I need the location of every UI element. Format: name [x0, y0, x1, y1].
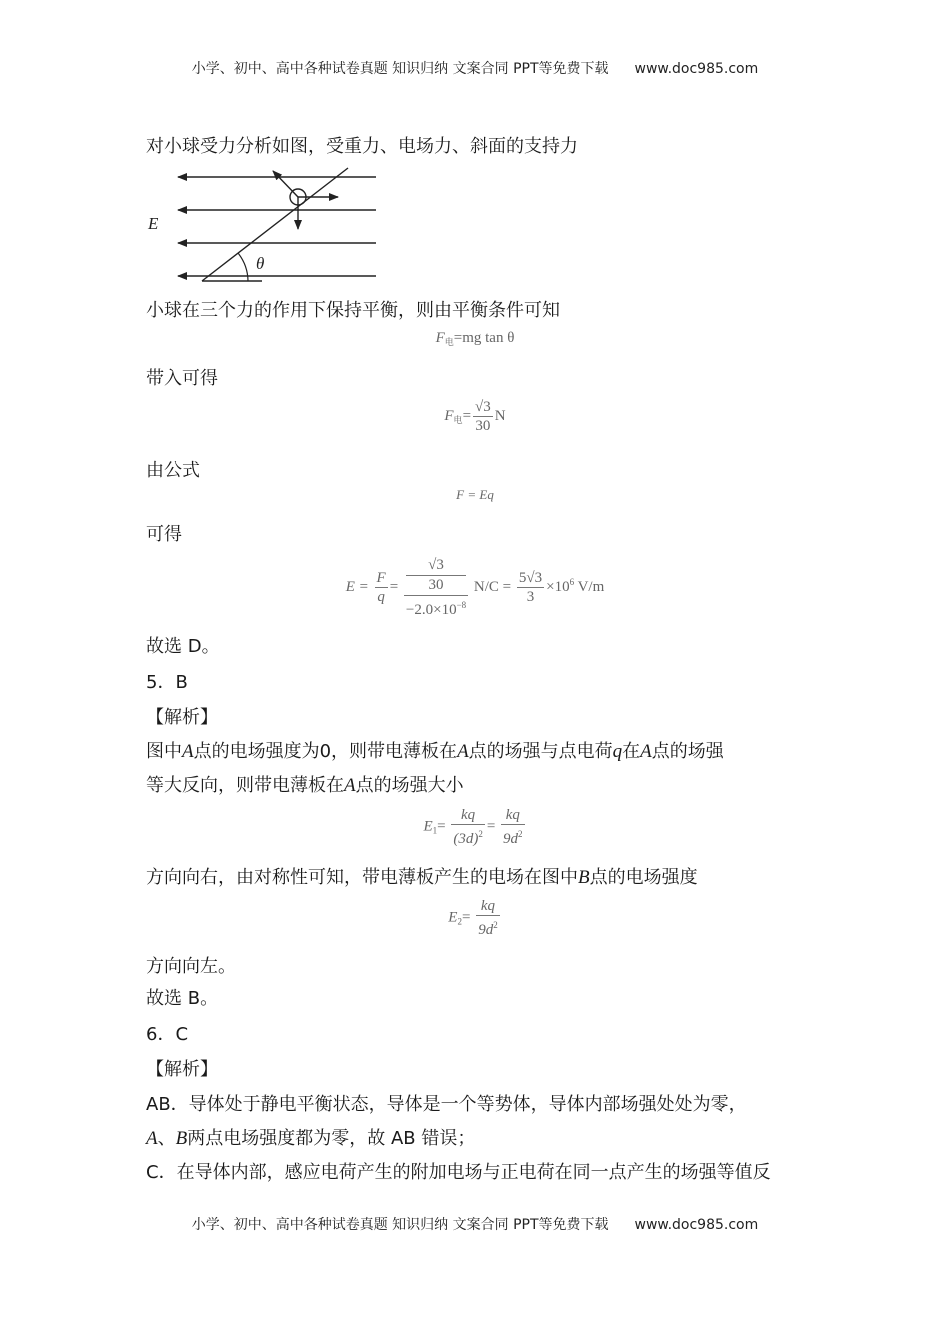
eq5-sub: 1 [432, 825, 438, 836]
eq5-d1: (3d) [453, 831, 479, 847]
eq4-lhs: E = [345, 578, 369, 595]
q6-sep: 、 [157, 1128, 176, 1149]
text-equilibrium: 小球在三个力的作用下保持平衡，则由平衡条件可知 [146, 300, 560, 321]
eq4-r-den: 3 [526, 589, 535, 605]
eq4-frac-result [517, 569, 544, 606]
eq5-frac-2 [501, 806, 525, 848]
eq4-fden: q [377, 589, 385, 605]
q6-text-line-3: C．在导体内部，感应电荷产生的附加电场与正电荷在同一点产生的场强等值反 [146, 1162, 771, 1183]
incline-line [202, 168, 348, 281]
q5-point-A-1: A [182, 741, 194, 762]
eq6-sub: 2 [457, 916, 462, 927]
q5-a3: 点的场强与点电荷 [468, 741, 613, 762]
eq1-rhs: =mg tan θ [453, 330, 515, 346]
q6-point-A: A [146, 1128, 158, 1149]
q6-b: 两点电场强度都为零，故 AB 错误； [187, 1128, 476, 1149]
q5-point-A-2: A [457, 741, 469, 762]
eq6-eq: = [461, 909, 471, 926]
q5-text-line-3 [146, 863, 698, 889]
angle-arc [238, 253, 248, 281]
equation-E2 [0, 897, 950, 939]
q5-b2: 点的场强大小 [355, 775, 464, 796]
eq6-d: 9d [478, 922, 494, 938]
q5-a4: 在 [622, 741, 641, 762]
eq4-times: ×10 [546, 578, 570, 595]
eq4-eq: = [389, 578, 399, 595]
eq5-d2: 9d [503, 831, 519, 847]
footer-text: 小学、初中、高中各种试卷真题 知识归纳 文案合同 PPT等免费下载 [191, 1217, 609, 1233]
q6-point-B: B [175, 1128, 188, 1149]
eq5-eq: = [437, 818, 446, 835]
q5-charge-q: q [612, 741, 623, 762]
q5-point-A-4: A [344, 775, 356, 796]
text-substitute: 带入可得 [146, 368, 218, 389]
equation-E1 [0, 806, 950, 848]
eq4-frac-big [404, 556, 468, 619]
eq2-den: 30 [475, 418, 491, 434]
eq4-big-num: √3 [406, 556, 466, 576]
eq5-n2: kq [505, 807, 520, 823]
angle-label: θ [256, 254, 265, 273]
q5-text-line-2 [146, 771, 464, 797]
eq4-fnum: F [376, 570, 386, 586]
equation-F-Eq [0, 487, 950, 503]
eq4-frac-Fq [375, 569, 388, 606]
text-force-analysis: 对小球受力分析如图，受重力、电场力、斜面的支持力 [146, 136, 578, 157]
eq6-d-exp: 2 [493, 920, 498, 930]
q5-choose-B: 故选 B。 [146, 988, 219, 1009]
eq5-d2-exp: 2 [518, 829, 523, 839]
force-diagram [140, 160, 390, 285]
question-5-answer: 5．B [146, 672, 188, 693]
q5-c2: 点的电场强度 [589, 867, 698, 888]
eq2-num: √3 [475, 399, 491, 415]
header-text: 小学、初中、高中各种试卷真题 知识归纳 文案合同 PPT等免费下载 [191, 61, 609, 77]
eq2-eq: = [462, 407, 472, 424]
eq6-E: E [448, 909, 458, 926]
q6-text-line-1: AB．导体处于静电平衡状态，导体是一个等势体，导体内部场强处处为零， [146, 1094, 747, 1115]
question-6-answer: 6．C [146, 1024, 189, 1045]
q5-c1: 方向向右，由对称性可知，带电薄板产生的电场在图中 [146, 867, 578, 888]
q5-point-A-3: A [640, 741, 652, 762]
eq1-F: F [435, 330, 445, 346]
eq4-unit2: V/m [577, 578, 605, 595]
eq4-r-num: 5√3 [518, 570, 543, 586]
equation-force-value [0, 398, 950, 435]
equation-force-balance [0, 330, 950, 348]
page-header [0, 58, 950, 78]
q5-a5: 点的场强 [651, 741, 724, 762]
eq5-frac-1 [451, 806, 485, 848]
eq5-n1: kq [460, 807, 476, 823]
text-by-formula: 由公式 [146, 460, 200, 481]
q5-text-line-1 [146, 737, 724, 763]
eq6-n: kq [480, 898, 496, 914]
q5-point-B: B [578, 867, 590, 888]
eq5-E: E [423, 818, 433, 835]
header-url[interactable]: www.doc985.com [634, 61, 759, 77]
eq4-unit1: N/C = [473, 578, 512, 595]
page-footer [0, 1214, 950, 1234]
eq6-frac [476, 897, 500, 939]
equation-field-strength [0, 556, 950, 619]
eq5-d1-exp: 2 [478, 829, 483, 839]
eq5-eq2: = [486, 818, 496, 835]
text-choose-D: 故选 D。 [146, 636, 220, 657]
field-label: E [148, 214, 159, 233]
q5-b1: 等大反向，则带电薄板在 [146, 775, 344, 796]
eq2-sub: 电 [453, 414, 463, 425]
eq3-text: F = Eq [456, 487, 494, 502]
eq1-sub: 电 [444, 337, 454, 347]
q5-a1: 图中 [146, 741, 182, 762]
text-obtain: 可得 [146, 524, 182, 545]
eq2-unit: N [494, 407, 506, 424]
question-6-analysis-label: 【解析】 [146, 1059, 218, 1080]
normal-force-arrow [273, 171, 298, 197]
eq4-big-den-exp: −8 [456, 600, 467, 610]
q5-a2: 点的电场强度为0，则带电薄板在 [193, 741, 458, 762]
eq2-F: F [444, 407, 454, 424]
eq2-frac [473, 398, 493, 435]
q6-text-line-2 [146, 1124, 475, 1150]
q5-direction-left: 方向向左。 [146, 956, 236, 977]
eq4-exp: 6 [569, 576, 575, 587]
footer-url[interactable]: www.doc985.com [634, 1217, 759, 1233]
eq4-big-den: −2.0×10 [405, 602, 457, 618]
eq4-big-mid: 30 [428, 577, 444, 593]
question-5-analysis-label: 【解析】 [146, 707, 218, 728]
